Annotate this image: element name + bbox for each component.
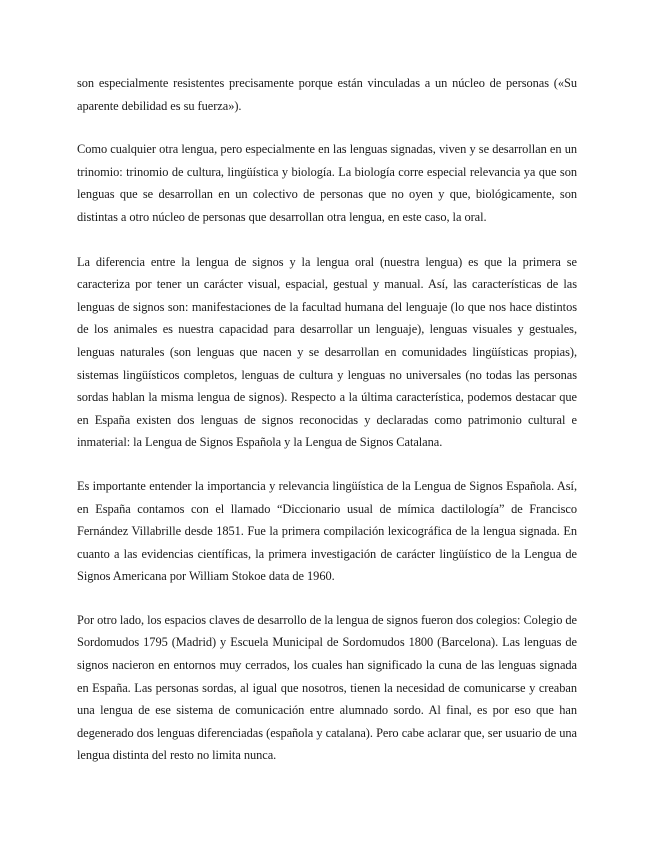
paragraph-continuation: son especialmente resistentes precisamente porque están vinculadas a un núcleo de personas («Su aparente debilidad es su fuerza»). xyxy=(77,76,577,113)
paragraph-importancia: Es importante entender la importancia y relevancia lingüística de la Lengua de Signos Española. Así, en España contamos con el llamado “Diccionario usual de mímica dactilología” de Francisco Fernández Villabrille desde 1851. Fue la primera compilación lexicográfica de la lengua signada. En cuanto a las evidencias científicas, la primera investigación de carácter lingüístico de la Lengua de Signos Americana por William Stokoe data de 1960. xyxy=(77,478,577,584)
paragraph-diferencia: La diferencia entre la lengua de signos y la lengua oral (nuestra lengua) es que la primera se caracteriza por tener un carácter visual, espacial, gestual y manual. Así, las características de las lenguas de signos son: manifestaciones de la facultad humana del lenguaje (lo que nos hace distintos de los animales es nuestra capacidad para desarrollar un lenguaje), lenguas visuales y gestuales, lenguas naturales (son lenguas que nacen y se desarrollan en comunidades lingüísticas propias), sistemas lingüísticos completos, lenguas de cultura y lenguas no universales (no todas las personas sordas hablan la misma lengua de signos). Respecto a la última característica, podemos destacar que en España existen dos lenguas de signos reconocidas y declaradas como patrimonio cultural e inmaterial: la Lengua de Signos Española y la Lengua de Signos Catalana. xyxy=(77,254,577,450)
document-page xyxy=(77,72,577,788)
paragraph-trinomio: Como cualquier otra lengua, pero especialmente en las lenguas signadas, viven y se desarrollan en un trinomio: trinomio de cultura, lingüística y biología. La biología corre especial relevancia ya que son lenguas que se desarrollan en un colectivo de personas que no oyen y que, biológicamente, son distintas a otro núcleo de personas que desarrollan otra lengua, en este caso, la oral. xyxy=(77,142,577,224)
paragraph-espacios: Por otro lado, los espacios claves de desarrollo de la lengua de signos fueron dos colegios: Colegio de Sordomudos 1795 (Madrid) y Escuela Municipal de Sordomudos 1800 (Barcelona). Las lenguas de signos nacieron en entornos muy cerrados, los cuales han significado la cuna de las lenguas signada en España. Las personas sordas, al igual que nosotros, tienen la necesidad de comunicarse y creaban una lengua de ese sistema de comunicación entre alumnado sordo. Al final, es por eso que han degenerado dos lenguas diferenciadas (española y catalana). Pero cabe aclarar que, ser usuario de una lengua distinta del resto no limita nunca. xyxy=(77,612,577,763)
